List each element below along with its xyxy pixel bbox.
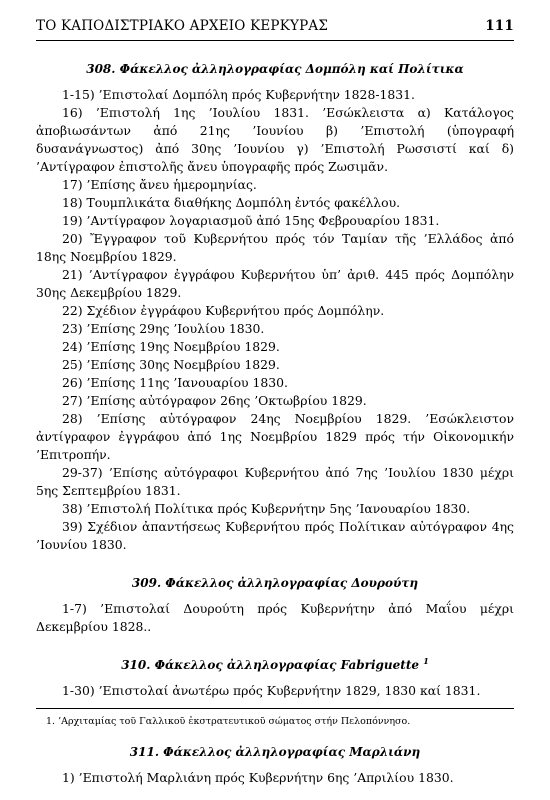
section-title-text: 310. Φάκελλος ἀλληλογραφίας Fabriguette (121, 658, 420, 672)
entry: 28) ’Επίσης αὐτόγραφον 24ης Νοεμβρίου 1829. ’Εσώκλειστον ἀντίγραφον ἐγγράφου ἀπό 1ης Νοεμβρίου 1829 πρός τήν Οἰκονομικήν ’Επιτροπήν. (36, 411, 514, 462)
section-gap (36, 636, 514, 656)
section-311 (36, 743, 514, 787)
section-gap (36, 554, 514, 574)
footnote-rule (36, 708, 514, 709)
entry: 39) Σχέδιον ἀπαντήσεως Κυβερνήτου πρός Πολίτικαν αὐτόγραφον 4ης ’Ιουνίου 1830. (36, 519, 514, 552)
section-308 (36, 60, 514, 554)
entry: 23) ’Επίσης 29ης ’Ιουλίου 1830. (62, 321, 265, 336)
entry: 25) ’Επίσης 30ης Νοεμβρίου 1829. (62, 357, 280, 372)
section-title: 309. Φάκελλος ἀλληλογραφίας Δουρούτη (131, 576, 419, 590)
header-title: ΤΟ ΚΑΠΟΔΙΣΤΡΙΑΚΟ ΑΡΧΕΙΟ ΚΕΡΚΥΡΑΣ (36, 18, 329, 34)
entry: 19) ’Αντίγραφον λογαριασμοῦ ἀπό 15ης Φεβρουαρίου 1831. (62, 213, 440, 228)
entry: 38) ’Επιστολή Πολίτικα πρός Κυβερνήτην 5ης ’Ιανουαρίου 1830. (62, 501, 471, 516)
entry: 26) ’Επίσης 11ης ’Ιανουαρίου 1830. (62, 375, 288, 390)
footnote: 1. ’Αρχιταμίας τοῦ Γαλλικοῦ ἐκστρατευτικοῦ σώματος στήν Πελοπόννησο. (46, 716, 411, 727)
entry: 16) ’Επιστολή 1ης ’Ιουλίου 1831. ’Εσώκλειστα α) Κατάλογος ἀποβιωσάντων ἀπό 21ης ’Ιουνίου β) ’Επιστολή (ὑπογραφή δυσανάγνωστος) ἀπό 30ης ’Ιουνίου γ) ’Επιστολή Ρωσσιστί καί δ) ’Αντίγραφον ἐπιστολῆς ἄνευ ὑπογραφῆς πρός Ζωσιμᾶν. (36, 105, 514, 174)
entry: 24) ’Επίσης 19ης Νοεμβρίου 1829. (62, 339, 280, 354)
entry: 1-15) ’Επιστολαί Δομπόλη πρός Κυβερνήτην 1828-1831. (62, 87, 415, 102)
entry: 21) ’Αντίγραφον ἐγγράφου Κυβερνήτου ὑπ’ ἀριθ. 445 πρός Δομπόλην 30ης Δεκεμβρίου 1829. (36, 267, 514, 300)
running-header (36, 18, 514, 40)
page-content (36, 60, 514, 787)
section-title: 311. Φάκελλος ἀλληλογραφίας Μαρλιάνη (129, 745, 421, 759)
entry: 22) Σχέδιον ἐγγράφου Κυβερνήτου πρός Δομπόλην. (62, 303, 385, 318)
entry: 17) ’Επίσης ἄνευ ἡμερομηνίας. (62, 177, 257, 192)
footnote-marker: 1 (423, 656, 429, 666)
section-title (36, 656, 514, 674)
entry: 20) Ἔγγραφον τοῦ Κυβερνήτου πρός τόν Ταμίαν τῆς ’Ελλάδος ἀπό 18ης Νοεμβρίου 1829. (36, 231, 514, 264)
entry: 27) ’Επίσης αὐτόγραφον 26ης ’Οκτωβρίου 1829. (62, 393, 367, 408)
entry: 1) ’Επιστολή Μαρλιάνη πρός Κυβερνήτην 6ης ’Απριλίου 1830. (62, 770, 454, 785)
section-309 (36, 574, 514, 636)
header-rule (36, 40, 514, 41)
section-title: 308. Φάκελλος ἀλληλογραφίας Δομπόλη καί Πολίτικα (86, 62, 464, 76)
entry: 1-7) ’Επιστολαί Δουρούτη πρός Κυβερνήτην ἀπό Μαΐου μέχρι Δεκεμβρίου 1828.. (36, 601, 514, 634)
entry: 1-30) ’Επιστολαί ἀνωτέρω πρός Κυβερνήτην 1829, 1830 καί 1831. (62, 683, 481, 698)
page-number: 111 (485, 18, 514, 34)
entry: 29-37) ’Επίσης αὐτόγραφοι Κυβερνήτου ἀπό 7ης ’Ιουλίου 1830 μέχρι 5ης Σεπτεμβρίου 1831. (36, 465, 514, 498)
entry: 18) Τουμπλικάτα διαθήκης Δομπόλη ἐντός φακέλλου. (62, 195, 401, 210)
section-310 (36, 656, 514, 700)
